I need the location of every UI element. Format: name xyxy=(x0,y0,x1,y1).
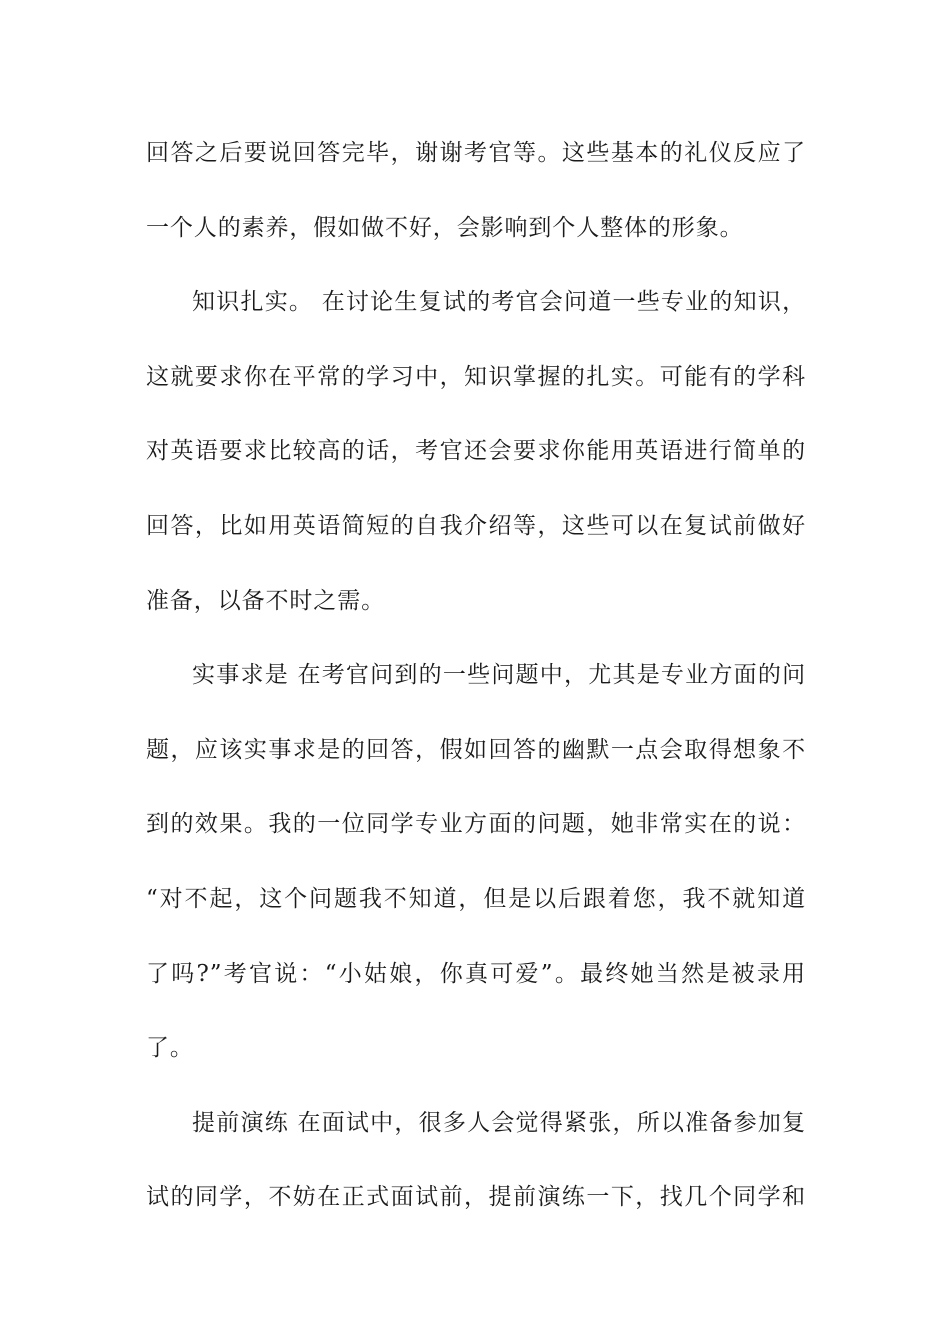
text-line: 到的效果。我的一位同学专业方面的问题，她非常实在的说： xyxy=(146,811,806,838)
text-line: 一个人的素养，假如做不好，会影响到个人整体的形象。 xyxy=(146,214,744,241)
text-line: 了吗?”考官说：“小姑娘，你真可爱”。最终她当然是被录用 xyxy=(146,960,806,987)
text-line: 对英语要求比较高的话，考官还会要求你能用英语进行简单的 xyxy=(146,438,806,465)
paragraph-start-line: 知识扎实。 在讨论生复试的考官会问道一些专业的知识， xyxy=(192,289,806,316)
text-line: 这就要求你在平常的学习中，知识掌握的扎实。可能有的学科 xyxy=(146,363,806,390)
document-body xyxy=(146,128,806,1247)
text-line: 题，应该实事求是的回答，假如回答的幽默一点会取得想象不 xyxy=(146,736,806,763)
text-line: 回答，比如用英语简短的自我介绍等，这些可以在复试前做好 xyxy=(146,512,806,539)
text-line: 了。 xyxy=(146,1035,194,1062)
text-line: 准备，以备不时之需。 xyxy=(146,587,385,614)
text-line: “对不起，这个问题我不知道，但是以后跟着您，我不就知道 xyxy=(146,885,806,912)
text-line: 试的同学，不妨在正式面试前，提前演练一下，找几个同学和 xyxy=(146,1184,806,1211)
paragraph-start-line: 实事求是 在考官问到的一些问题中，尤其是专业方面的问 xyxy=(192,662,806,689)
paragraph-start-line: 提前演练 在面试中，很多人会觉得紧张，所以准备参加复 xyxy=(192,1109,806,1136)
text-line: 回答之后要说回答完毕，谢谢考官等。这些基本的礼仪反应了 xyxy=(146,140,806,166)
